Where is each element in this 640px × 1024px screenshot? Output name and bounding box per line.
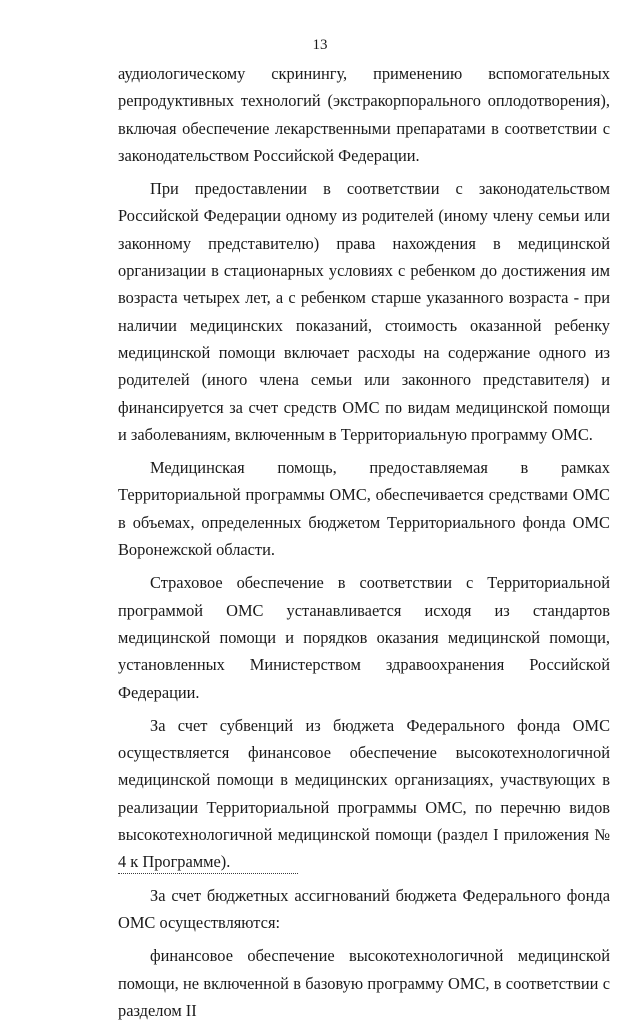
paragraph-continuation: аудиологическому скринингу, применению вспомогательных репродуктивных технологий (экстракорпорального оплодотворения), включая обеспечение лекарственными препаратами в соответствии с законодательством Российской Федерации. <box>118 64 610 165</box>
paragraph-parent-stay: При предоставлении в соответствии с законодательством Российской Федерации одному из родителей (иному члену семьи или законному представителю) права нахождения в медицинской организации в стационарных условиях с ребенком до достижения им возраста четырех лет, а с ребенком старше указанного возраста - при наличии медицинских показаний, стоимость оказанной ребенку медицинской помощи включает расходы на содержание одного из родителей (иного члена семьи или законного представителя) и финансируется за счет средств ОМС по видам медицинской помощи и заболеваниям, включенным в Территориальную программу ОМС. <box>118 179 610 444</box>
paragraph-insurance-coverage: Страховое обеспечение в соответствии с Территориальной программой ОМС устанавливается исходя из стандартов медицинской помощи и порядков оказания медицинской помощи, установленных Министерством здравоохранения Российской Федерации. <box>118 573 610 702</box>
paragraph-subventions: За счет субвенций из бюджета Федерального фонда ОМС осуществляется финансовое обеспечение высокотехнологичной медицинской помощи в медицинских организациях, участвующих в реализации Территориальной программы ОМС, по перечню видов высокотехнологичной медицинской помощи (раздел I приложения № 4 к Программе). <box>118 715 610 872</box>
paragraph-oms-funding: Медицинская помощь, предоставляемая в рамках Территориальной программы ОМС, обеспечивается средствами ОМС в объемах, определенных бюджетом Территориального фонда ОМС Воронежской области. <box>118 458 610 560</box>
paragraph-hightech-care: финансовое обеспечение высокотехнологичной медицинской помощи, не включенной в базовую программу ОМС, в соответствии с разделом II <box>118 946 610 1020</box>
paragraph-federal-budget: За счет бюджетных ассигнований бюджета Федерального фонда ОМС осуществляются: <box>118 885 610 932</box>
footnote-divider <box>118 873 298 874</box>
document-body <box>118 60 610 1024</box>
page-number: 13 <box>312 37 328 53</box>
